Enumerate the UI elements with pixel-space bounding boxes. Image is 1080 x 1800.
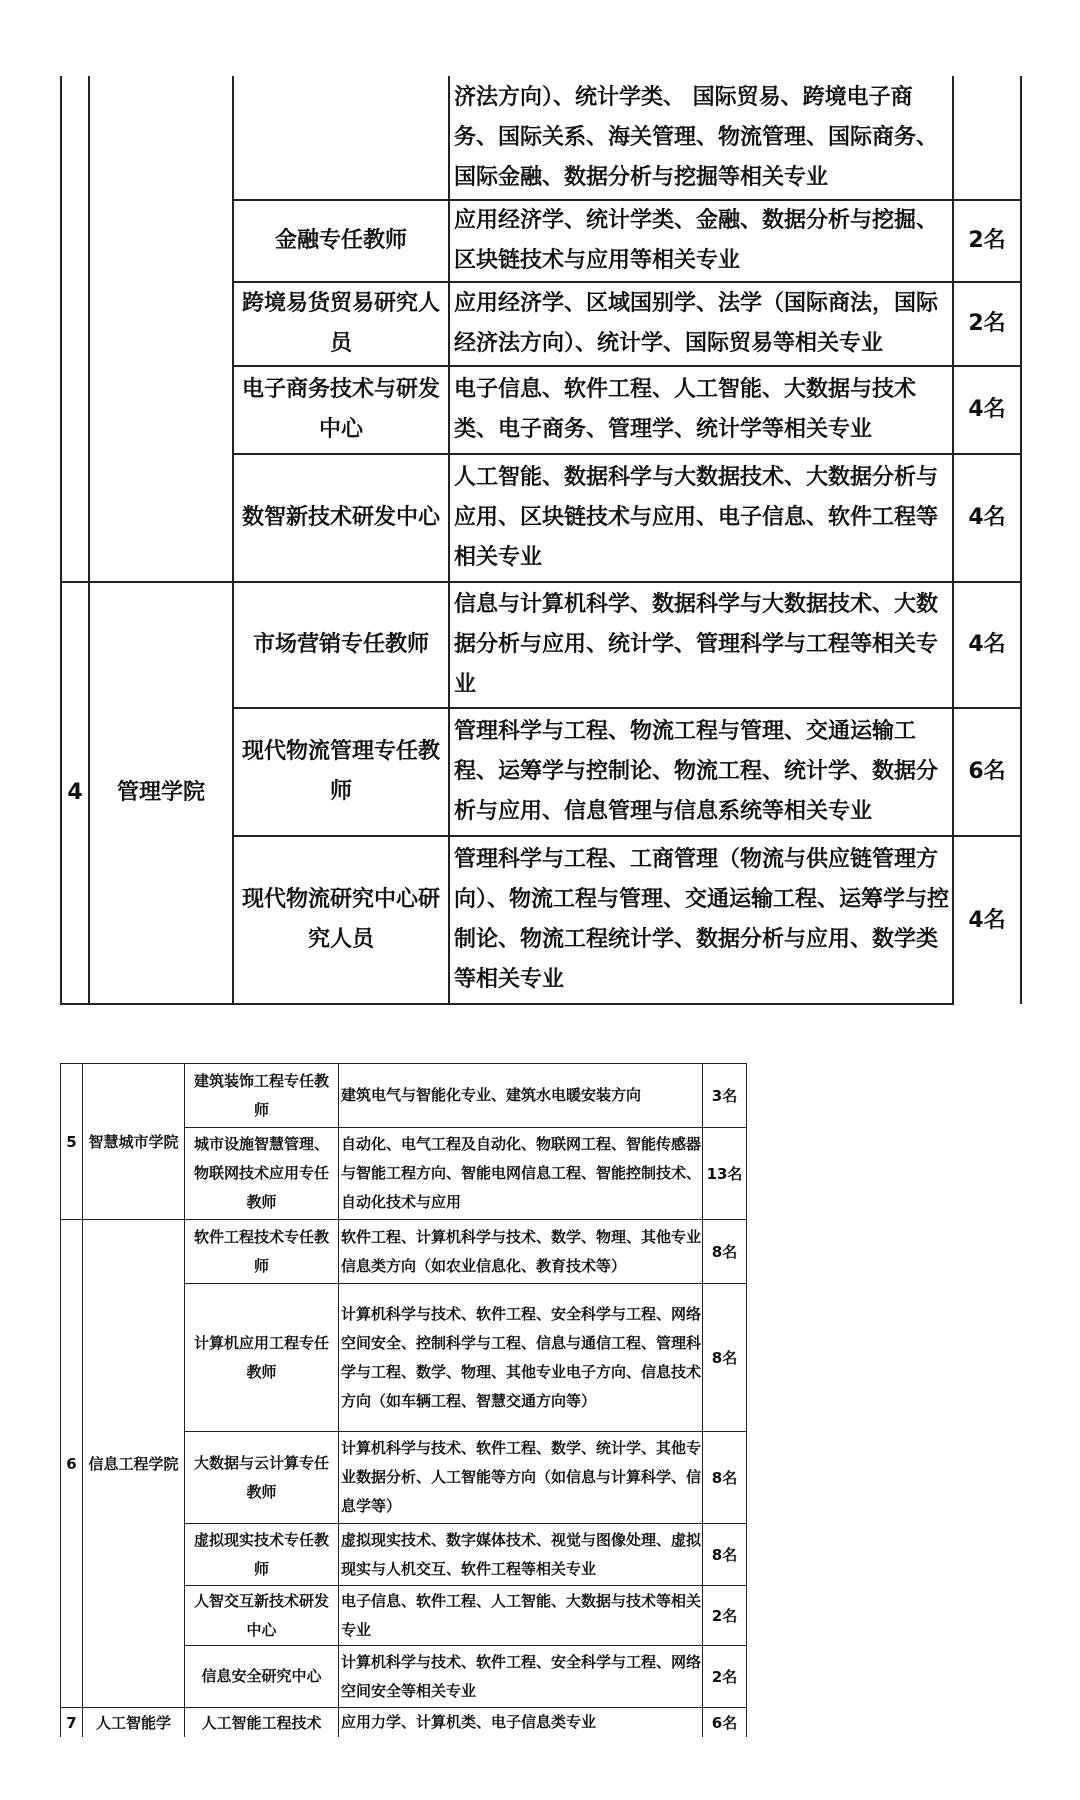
major-cell: 虚拟现实技术、数字媒体技术、视觉与图像处理、虚拟现实与人机交互、软件工程等相关专业	[339, 1524, 703, 1586]
major-cell: 应用经济学、区域国别学、法学（国际商法，国际经济法方向）、统计学、国际贸易等相关专业	[449, 282, 953, 366]
num-cell	[61, 76, 89, 582]
count-cell: 8名	[703, 1524, 747, 1586]
major-cell: 软件工程、计算机科学与技术、数学、物理、其他专业信息类方向（如农业信息化、教育技术等）	[339, 1220, 703, 1284]
major-cell: 自动化、电气工程及自动化、物联网工程、智能传感器与智能工程方向、智能电网信息工程、智能控制技术、自动化技术与应用	[339, 1128, 703, 1220]
major-cell: 信息与计算机科学、数据科学与大数据技术、大数据分析与应用、统计学、管理科学与工程等相关专业	[449, 582, 953, 708]
num-cell: 6	[61, 1220, 83, 1708]
num-cell: 7	[61, 1708, 83, 1738]
table-row	[61, 76, 1027, 200]
recruitment-table-bottom	[60, 1063, 746, 1731]
major-cell: 计算机科学与技术、软件工程、安全科学与工程、网络空间安全等相关专业	[339, 1646, 703, 1708]
college-cell: 人工智能学	[83, 1708, 185, 1738]
college-cell: 管理学院	[89, 582, 233, 1004]
position-cell: 软件工程技术专任教师	[185, 1220, 339, 1284]
position-cell: 人智交互新技术研发中心	[185, 1586, 339, 1646]
position-cell: 城市设施智慧管理、物联网技术应用专任教师	[185, 1128, 339, 1220]
major-cell: 电子信息、软件工程、人工智能、大数据与技术类、电子商务、管理学、统计学等相关专业	[449, 366, 953, 454]
count-cell: 13名	[703, 1128, 747, 1220]
count-cell: 6名	[953, 708, 1021, 836]
count-cell: 4名	[953, 582, 1021, 708]
count-cell: 2名	[703, 1646, 747, 1708]
count-cell: 3名	[703, 1064, 747, 1128]
count-cell: 4名	[953, 836, 1021, 1004]
count-cell: 4名	[953, 454, 1021, 582]
count-cell: 6名	[703, 1708, 747, 1738]
position-cell	[233, 76, 449, 200]
major-cell: 人工智能、数据科学与大数据技术、大数据分析与应用、区块链技术与应用、电子信息、软件工程等相关专业	[449, 454, 953, 582]
position-cell: 现代物流研究中心研究人员	[233, 836, 449, 1004]
major-cell: 应用经济学、统计学类、金融、数据分析与挖掘、区块链技术与应用等相关专业	[449, 200, 953, 282]
count-cell: 2名	[953, 200, 1021, 282]
major-cell: 计算机科学与技术、软件工程、安全科学与工程、网络空间安全、控制科学与工程、信息与通信工程、管理科学与工程、数学、物理、其他专业电子方向、信息技术方向（如车辆工程、智慧交通方向等）	[339, 1284, 703, 1432]
position-cell: 电子商务技术与研发中心	[233, 366, 449, 454]
position-cell: 信息安全研究中心	[185, 1646, 339, 1708]
count-cell: 8名	[703, 1432, 747, 1524]
major-cell: 济法方向）、统计学类、 国际贸易、跨境电子商务、国际关系、海关管理、物流管理、国际商务、国际金融、数据分析与挖掘等相关专业	[449, 76, 953, 200]
major-cell: 建筑电气与智能化专业、建筑水电暖安装方向	[339, 1064, 703, 1128]
count-cell: 2名	[953, 282, 1021, 366]
position-cell: 金融专任教师	[233, 200, 449, 282]
position-cell: 现代物流管理专任教师	[233, 708, 449, 836]
recruitment-table-top	[60, 76, 1026, 1014]
count-cell: 8名	[703, 1284, 747, 1432]
college-cell	[89, 76, 233, 582]
table-row	[61, 1220, 747, 1284]
major-cell: 应用力学、计算机类、电子信息类专业	[339, 1708, 703, 1738]
table-row	[61, 582, 1027, 708]
num-cell: 5	[61, 1064, 83, 1220]
count-cell: 8名	[703, 1220, 747, 1284]
position-cell: 建筑装饰工程专任教师	[185, 1064, 339, 1128]
position-cell: 虚拟现实技术专任教师	[185, 1524, 339, 1586]
count-cell: 2名	[703, 1586, 747, 1646]
position-cell: 人工智能工程技术	[185, 1708, 339, 1738]
table-row	[61, 1064, 747, 1128]
position-cell: 大数据与云计算专任教师	[185, 1432, 339, 1524]
position-cell: 计算机应用工程专任教师	[185, 1284, 339, 1432]
major-cell: 电子信息、软件工程、人工智能、大数据与技术等相关专业	[339, 1586, 703, 1646]
college-cell: 智慧城市学院	[83, 1064, 185, 1220]
position-cell: 市场营销专任教师	[233, 582, 449, 708]
table-row	[61, 1708, 747, 1738]
count-cell: 4名	[953, 366, 1021, 454]
count-cell	[953, 76, 1021, 200]
num-cell: 4	[61, 582, 89, 1004]
major-cell: 计算机科学与技术、软件工程、数学、统计学、其他专业数据分析、人工智能等方向（如信息与计算科学、信息学等）	[339, 1432, 703, 1524]
major-cell: 管理科学与工程、物流工程与管理、交通运输工程、运筹学与控制论、物流工程、统计学、数据分析与应用、信息管理与信息系统等相关专业	[449, 708, 953, 836]
position-cell: 跨境易货贸易研究人员	[233, 282, 449, 366]
position-cell: 数智新技术研发中心	[233, 454, 449, 582]
college-cell: 信息工程学院	[83, 1220, 185, 1708]
major-cell: 管理科学与工程、工商管理（物流与供应链管理方向）、物流工程与管理、交通运输工程、运筹学与控制论、物流工程统计学、数据分析与应用、数学类等相关专业	[449, 836, 953, 1004]
